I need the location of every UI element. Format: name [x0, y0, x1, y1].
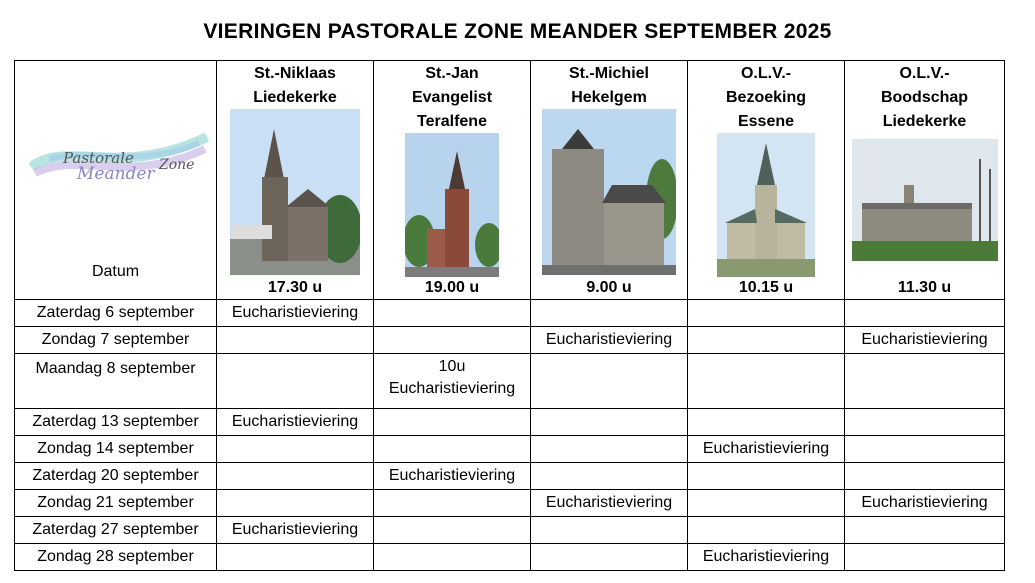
- cell: [217, 327, 374, 354]
- cell: [531, 354, 688, 409]
- cell: [531, 436, 688, 463]
- cell: [217, 354, 374, 409]
- church-photo-olv-boodschap: [852, 139, 998, 261]
- date-cell: Zondag 7 september: [15, 327, 217, 354]
- cell: [374, 544, 531, 571]
- mass-time: 11.30 u: [897, 279, 952, 296]
- schedule-table: [14, 60, 1005, 571]
- cell: [374, 436, 531, 463]
- date-cell: Zondag 28 september: [15, 544, 217, 571]
- date-cell: Zaterdag 27 september: [15, 517, 217, 544]
- table-row: [15, 354, 1005, 409]
- church-name-line: Boodschap: [880, 89, 969, 106]
- cell: [531, 544, 688, 571]
- cell: [374, 300, 531, 327]
- cell: [374, 327, 531, 354]
- logo-text-pastorale: Pastorale: [63, 149, 134, 167]
- church-name-line: O.L.V.-: [740, 65, 792, 82]
- mass-time-special: 10u: [438, 358, 466, 375]
- table-row: [15, 436, 1005, 463]
- cell: [374, 409, 531, 436]
- cell: [531, 409, 688, 436]
- mass-time: 19.00 u: [424, 279, 480, 296]
- table-row: [15, 463, 1005, 490]
- date-cell: Zondag 14 september: [15, 436, 217, 463]
- cell: Eucharistieviering: [531, 327, 688, 354]
- church-header-olv-boodschap: [845, 61, 1005, 300]
- cell: [688, 300, 845, 327]
- logo-text-meander: Meander: [77, 164, 155, 184]
- cell: [845, 463, 1005, 490]
- cell: [845, 436, 1005, 463]
- church-header-michiel: [531, 61, 688, 300]
- church-name-line: St.-Michiel: [568, 65, 649, 82]
- cell: Eucharistieviering: [845, 490, 1005, 517]
- cell: Eucharistieviering: [531, 490, 688, 517]
- cell: [688, 327, 845, 354]
- cell: [845, 409, 1005, 436]
- cell: [217, 544, 374, 571]
- church-name-line: St.-Niklaas: [254, 65, 336, 82]
- church-name-line: Liedekerke: [882, 113, 967, 130]
- mass-time: 17.30 u: [267, 279, 323, 296]
- mass-time: 10.15 u: [738, 279, 794, 296]
- church-header-niklaas: [217, 61, 374, 300]
- cell: [531, 463, 688, 490]
- cell: [531, 517, 688, 544]
- church-name-line: Evangelist: [411, 89, 493, 106]
- table-row: [15, 517, 1005, 544]
- cell: Eucharistieviering: [688, 436, 845, 463]
- church-photo-st-niklaas: [230, 109, 360, 275]
- logo-text-zone: Zone: [159, 157, 195, 173]
- cell: [374, 517, 531, 544]
- cell: [217, 490, 374, 517]
- date-cell: Zaterdag 6 september: [15, 300, 217, 327]
- cell: Eucharistieviering: [217, 300, 374, 327]
- cell: [688, 463, 845, 490]
- cell: [845, 300, 1005, 327]
- cell: [688, 409, 845, 436]
- date-cell: Zaterdag 20 september: [15, 463, 217, 490]
- cell: [688, 490, 845, 517]
- date-cell: Maandag 8 september: [15, 354, 217, 409]
- church-photo-olv-bezoeking: [717, 133, 815, 277]
- church-name-line: O.L.V.-: [899, 65, 950, 82]
- date-cell: Zaterdag 13 september: [15, 409, 217, 436]
- cell: [531, 300, 688, 327]
- cell-label: Eucharistieviering: [388, 380, 516, 397]
- datum-label: Datum: [91, 263, 140, 280]
- cell: [845, 517, 1005, 544]
- datum-header-cell: [15, 61, 217, 300]
- cell: Eucharistieviering: [217, 517, 374, 544]
- cell: [217, 463, 374, 490]
- cell: Eucharistieviering: [845, 327, 1005, 354]
- table-row: [15, 490, 1005, 517]
- mass-time: 9.00 u: [586, 279, 632, 296]
- church-header-olv-bezoeking: [688, 61, 845, 300]
- cell: [688, 354, 845, 409]
- header-row: [15, 61, 1005, 300]
- table-row: [15, 544, 1005, 571]
- cell: Eucharistieviering: [688, 544, 845, 571]
- cell: [688, 517, 845, 544]
- cell: [374, 490, 531, 517]
- church-photo-st-michiel: [542, 109, 676, 275]
- table-row: [15, 327, 1005, 354]
- table-row: [15, 409, 1005, 436]
- church-name-line: St.-Jan: [425, 65, 479, 82]
- page-title: VIERINGEN PASTORALE ZONE MEANDER SEPTEMBER 2025: [203, 20, 832, 43]
- church-header-jan: [374, 61, 531, 300]
- church-name-line: Bezoeking: [725, 89, 806, 106]
- pastorale-zone-meander-logo: [29, 129, 209, 189]
- table-row: [15, 300, 1005, 327]
- church-name-line: Hekelgem: [571, 89, 647, 106]
- church-name-line: Essene: [737, 113, 795, 130]
- church-name-line: Liedekerke: [253, 89, 337, 106]
- cell: [374, 354, 531, 409]
- church-name-line: Teralfene: [417, 113, 487, 130]
- cell: Eucharistieviering: [217, 409, 374, 436]
- cell: [845, 544, 1005, 571]
- cell: Eucharistieviering: [374, 463, 531, 490]
- date-cell: Zondag 21 september: [15, 490, 217, 517]
- cell: [845, 354, 1005, 409]
- cell: [217, 436, 374, 463]
- church-photo-st-jan: [405, 133, 499, 277]
